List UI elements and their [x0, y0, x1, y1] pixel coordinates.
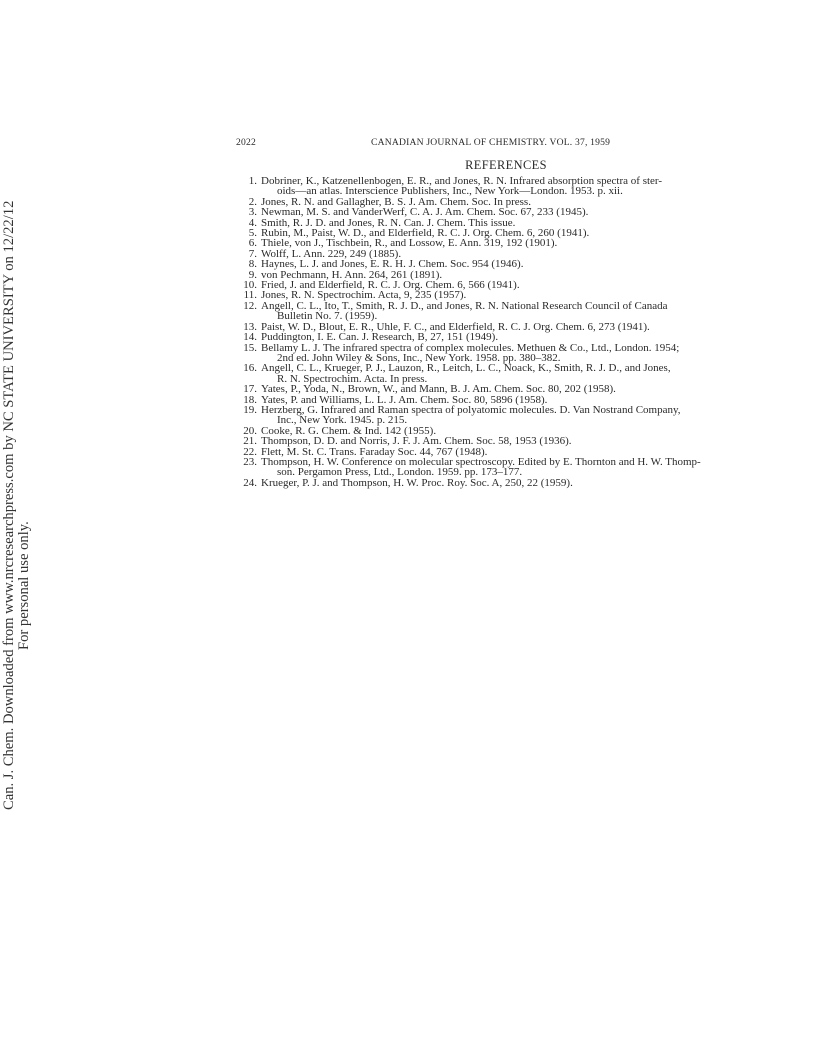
reference-continuation-line: oids—an atlas. Interscience Publishers, Inc., New York—London. 1953. p. xii. — [277, 185, 623, 198]
reference-line: Jones, R. N. Spectrochim. Acta, 9, 235 (1957). — [261, 289, 467, 302]
reference-text — [261, 363, 766, 384]
reference-text — [261, 332, 766, 342]
reference-item — [236, 332, 766, 342]
reference-line: Paist, W. D., Blout, E. R., Uhle, F. C., and Elderfield, R. C. J. Org. Chem. 6, 273 (1941). — [261, 320, 650, 333]
reference-number: 23. — [243, 455, 257, 468]
reference-line: Angell, C. L., Ito, T., Smith, R. J. D., and Jones, R. N. National Research Council of Canada — [261, 299, 668, 312]
reference-text — [261, 301, 766, 322]
reference-number: 14. — [243, 331, 257, 344]
reference-line: Yates, P., Yoda, N., Brown, W., and Mann, B. J. Am. Chem. Soc. 80, 202 (1958). — [261, 383, 616, 396]
reference-line: Cooke, R. G. Chem. & Ind. 142 (1955). — [261, 424, 437, 437]
reference-number: 3. — [248, 206, 257, 219]
reference-item — [236, 363, 766, 384]
reference-line: Fried, J. and Elderfield, R. C. J. Org. Chem. 6, 566 (1941). — [261, 279, 520, 292]
reference-number: 17. — [243, 383, 257, 396]
reference-number: 24. — [243, 476, 257, 489]
reference-number: 13. — [243, 320, 257, 333]
reference-item — [236, 405, 766, 426]
reference-continuation-line: R. N. Spectrochim. Acta. In press. — [277, 372, 428, 385]
reference-line: von Pechmann, H. Ann. 264, 261 (1891). — [261, 268, 443, 281]
references-heading: REFERENCES — [465, 158, 547, 172]
page-header — [236, 137, 766, 151]
reference-number: 4. — [248, 216, 257, 229]
reference-number: 21. — [243, 435, 257, 448]
reference-text — [261, 436, 766, 446]
reference-text — [261, 343, 766, 364]
reference-line: Smith, R. J. D. and Jones, R. N. Can. J. Chem. This issue. — [261, 216, 516, 229]
reference-number: 22. — [243, 445, 257, 458]
watermark-text — [1, 200, 32, 810]
reference-number: 5. — [248, 227, 257, 240]
reference-number: 16. — [243, 362, 257, 375]
reference-number: 10. — [243, 279, 257, 292]
journal-title: CANADIAN JOURNAL OF CHEMISTRY. VOL. 37, 1959 — [371, 137, 611, 148]
reference-line: Flett, M. St. C. Trans. Faraday Soc. 44, 767 (1948). — [261, 445, 488, 458]
reference-line: Bellamy L. J. The infrared spectra of complex molecules. Methuen & Co., Ltd., London. 1954; — [261, 341, 680, 354]
reference-line: Jones, R. N. and Gallagher, B. S. J. Am. Chem. Soc. In press. — [261, 195, 531, 208]
reference-number: 1. — [248, 175, 257, 187]
reference-line: Thiele, von J., Tischbein, R., and Lossow, E. Ann. 319, 192 (1901). — [261, 237, 558, 250]
reference-text — [261, 478, 766, 488]
watermark-line-1: Can. J. Chem. Downloaded from www.nrcresearchpress.com by NC STATE UNIVERSITY on 12/22/12 — [1, 200, 17, 810]
reference-number: 9. — [248, 268, 257, 281]
reference-text — [261, 405, 766, 426]
reference-number: 7. — [248, 247, 257, 260]
reference-line: Haynes, L. J. and Jones, E. R. H. J. Chem. Soc. 954 (1946). — [261, 258, 524, 271]
reference-number: 18. — [243, 393, 257, 406]
reference-list — [236, 176, 766, 488]
reference-line: Dobriner, K., Katzenellenbogen, E. R., and Jones, R. N. Infrared absorption spectra of ster- — [261, 175, 663, 187]
reference-number: 12. — [243, 299, 257, 312]
reference-item — [236, 457, 766, 478]
reference-number: 11. — [243, 289, 257, 302]
reference-continuation-line: Bulletin No. 7. (1959). — [277, 310, 378, 323]
reference-number: 20. — [243, 424, 257, 437]
reference-text — [261, 176, 766, 197]
watermark-line-2: For personal use only. — [16, 521, 32, 650]
reference-line: Wolff, L. Ann. 229, 249 (1885). — [261, 247, 402, 260]
reference-number: 8. — [248, 258, 257, 271]
reference-line: Thompson, D. D. and Norris, J. F. J. Am. Chem. Soc. 58, 1953 (1936). — [261, 435, 572, 448]
reference-line: Krueger, P. J. and Thompson, H. W. Proc. Roy. Soc. A, 250, 22 (1959). — [261, 476, 573, 489]
reference-continuation-line: Inc., New York. 1945. p. 215. — [277, 414, 408, 427]
reference-item — [236, 343, 766, 364]
reference-line: Angell, C. L., Krueger, P. J., Lauzon, R., Leitch, L. C., Noack, K., Smith, R. J. D., and Jones, — [261, 362, 671, 375]
reference-line: Herzberg, G. Infrared and Raman spectra of polyatomic molecules. D. Van Nostrand Company, — [261, 403, 681, 416]
reference-number: 19. — [243, 403, 257, 416]
reference-item — [236, 301, 766, 322]
reference-line: Newman, M. S. and VanderWerf, C. A. J. Am. Chem. Soc. 67, 233 (1945). — [261, 206, 589, 219]
reference-text — [261, 457, 766, 478]
reference-continuation-line: son. Pergamon Press, Ltd., London. 1959. pp. 173–177. — [277, 466, 523, 479]
reference-number: 6. — [248, 237, 257, 250]
reference-number: 2. — [248, 195, 257, 208]
reference-line: Thompson, H. W. Conference on molecular spectroscopy. Edited by E. Thornton and H. W. Thomp- — [261, 455, 701, 468]
reference-line: Puddington, I. E. Can. J. Research, B, 27, 151 (1949). — [261, 331, 499, 344]
reference-item — [236, 176, 766, 197]
reference-line: Yates, P. and Williams, L. L. J. Am. Chem. Soc. 80, 5896 (1958). — [261, 393, 548, 406]
reference-line: Rubin, M., Paist, W. D., and Elderfield, R. C. J. Org. Chem. 6, 260 (1941). — [261, 227, 590, 240]
reference-item — [236, 384, 766, 394]
reference-number: 15. — [243, 341, 257, 354]
reference-continuation-line: 2nd ed. John Wiley & Sons, Inc., New York. 1958. pp. 380–382. — [277, 351, 561, 364]
download-watermark — [1, 200, 42, 810]
reference-text — [261, 384, 766, 394]
reference-item — [236, 478, 766, 488]
page-number: 2022 — [236, 137, 256, 148]
reference-item — [236, 436, 766, 446]
